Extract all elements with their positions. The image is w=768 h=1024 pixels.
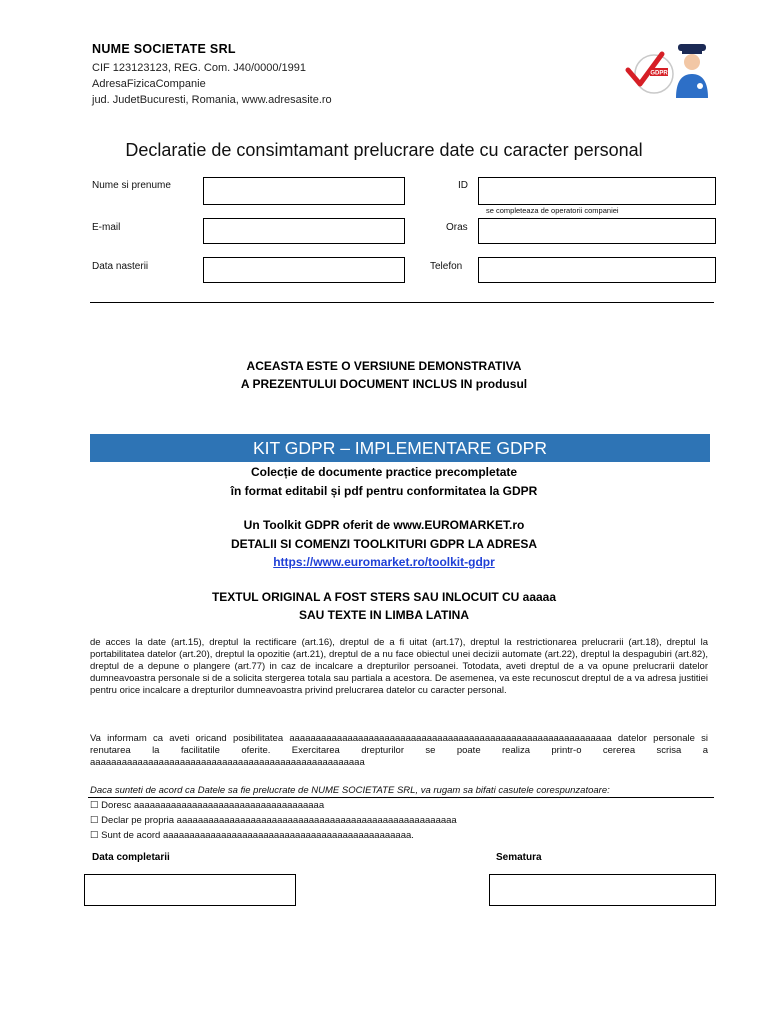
checkbox-icon[interactable]: ☐ [90, 815, 99, 826]
id-field[interactable] [478, 177, 716, 205]
notice-line2: SAU TEXTE IN LIMBA LATINA [299, 608, 469, 622]
logo-label: GDPR [650, 70, 668, 77]
completion-date-field[interactable] [84, 874, 296, 906]
email-label: E-mail [92, 222, 121, 233]
name-field[interactable] [203, 177, 405, 205]
company-address: AdresaFizicaCompanie [92, 78, 206, 90]
consent-option-label: Declar pe propria aaaaaaaaaaaaaaaaaaaaaaaaaaaaaaaaaaaaaaaaaaaaaaaaaaaaa [101, 815, 457, 826]
company-registration: CIF 123123123, REG. Com. J40/0000/1991 [92, 62, 307, 74]
signature-field[interactable] [489, 874, 716, 906]
gdpr-badge-icon [620, 40, 716, 100]
consent-divider [88, 797, 714, 798]
demo-notice-line1: ACEASTA ESTE O VERSIUNE DEMONSTRATIVA [246, 359, 522, 373]
gdpr-logo [620, 40, 716, 100]
birth-date-field[interactable] [203, 257, 405, 283]
id-note: se completeaza de operatorii companiei [486, 206, 619, 215]
promo-line1: Colecție de documente practice precompletate [250, 465, 518, 479]
promo-line4: DETALII SI COMENZI TOOLKITURI GDPR LA ADRESA [231, 537, 537, 551]
phone-field[interactable] [478, 257, 716, 283]
phone-label: Telefon [430, 261, 463, 272]
name-label: Nume si prenume [92, 180, 171, 191]
consent-option-1[interactable] [90, 800, 324, 811]
checkbox-icon[interactable]: ☐ [90, 800, 99, 811]
toolkit-link[interactable]: https://www.euromarket.ro/toolkit-gdpr [273, 555, 495, 569]
signature-label: Sematura [496, 852, 542, 863]
consent-option-label: Sunt de acord aaaaaaaaaaaaaaaaaaaaaaaaaaaaaaaaaaaaaaaaaaaaaaa. [101, 830, 414, 841]
demo-notice-line2: A PREZENTULUI DOCUMENT INCLUS IN produsul [240, 377, 528, 391]
consent-option-3[interactable] [90, 830, 414, 841]
rights-paragraph: de acces la date (art.15), dreptul la rectificare (art.16), dreptul de a fi uitat (art.17), dreptul la restrictionarea prelucrarii (art.18), dreptul la portabilitatea datelor (art.20), dreptul la opozitie (art.21), dreptul de a nu face obiectul unei decizii automate (art.22), dreptul la despagubiri (art.82), dreptul de a depune o plangere (art.77) in caz de incalcare a drepturilor persoanei. Totodata, aveti dreptul de a va opune prelucrarii datelor dumneavoastra personale si de a solicita stergerea totala sau partiala a acestora. De asemenea, va este recunoscut dreptul de a va adresa justitiei pentru orice incalcare a drepturilor dumneavoastra privind prelucrarea datelor cu caracter personal. [90, 637, 708, 696]
section-divider [90, 302, 714, 303]
consent-option-label: Doresc aaaaaaaaaaaaaaaaaaaaaaaaaaaaaaaaaaaa [101, 800, 325, 811]
id-label: ID [458, 180, 468, 191]
kit-banner: KIT GDPR – IMPLEMENTARE GDPR [90, 434, 710, 462]
email-field[interactable] [203, 218, 405, 244]
checkbox-icon[interactable]: ☐ [90, 830, 99, 841]
completion-date-label: Data completarii [92, 852, 170, 863]
company-location: jud. JudetBucuresti, Romania, www.adresasite.ro [92, 94, 332, 106]
promo-line3: Un Toolkit GDPR oferit de www.EUROMARKET.ro [243, 518, 525, 532]
notice-line1: TEXTUL ORIGINAL A FOST STERS SAU INLOCUIT CU aaaaa [211, 590, 557, 604]
consent-option-2[interactable] [90, 815, 457, 826]
company-name: NUME SOCIETATE SRL [92, 42, 236, 56]
promo-line2: în format editabil și pdf pentru conformitatea la GDPR [230, 484, 538, 498]
document-title: Declaratie de consimtamant prelucrare date cu caracter personal [125, 140, 643, 160]
info-paragraph: Va informam ca aveti oricand posibilitatea aaaaaaaaaaaaaaaaaaaaaaaaaaaaaaaaaaaaaaaaaaaaaaaaaaaaaaaaaaaaa datelor personale si renutarea la facilitatile oferite. Exercitarea drepturilor se poate realiza printr-o cererea scrisa a aaaaaaaaaaaaaaaaaaaaaaaaaaaaaaaaaaaaaaaaaaaaaaaaaaaa [90, 733, 708, 768]
consent-intro: Daca sunteti de acord ca Datele sa fie prelucrate de NUME SOCIETATE SRL, va rugam sa bifati casutele corespunzatoare: [90, 785, 610, 796]
city-label: Oras [446, 222, 468, 233]
birth-date-label: Data nasterii [92, 261, 149, 272]
city-field[interactable] [478, 218, 716, 244]
